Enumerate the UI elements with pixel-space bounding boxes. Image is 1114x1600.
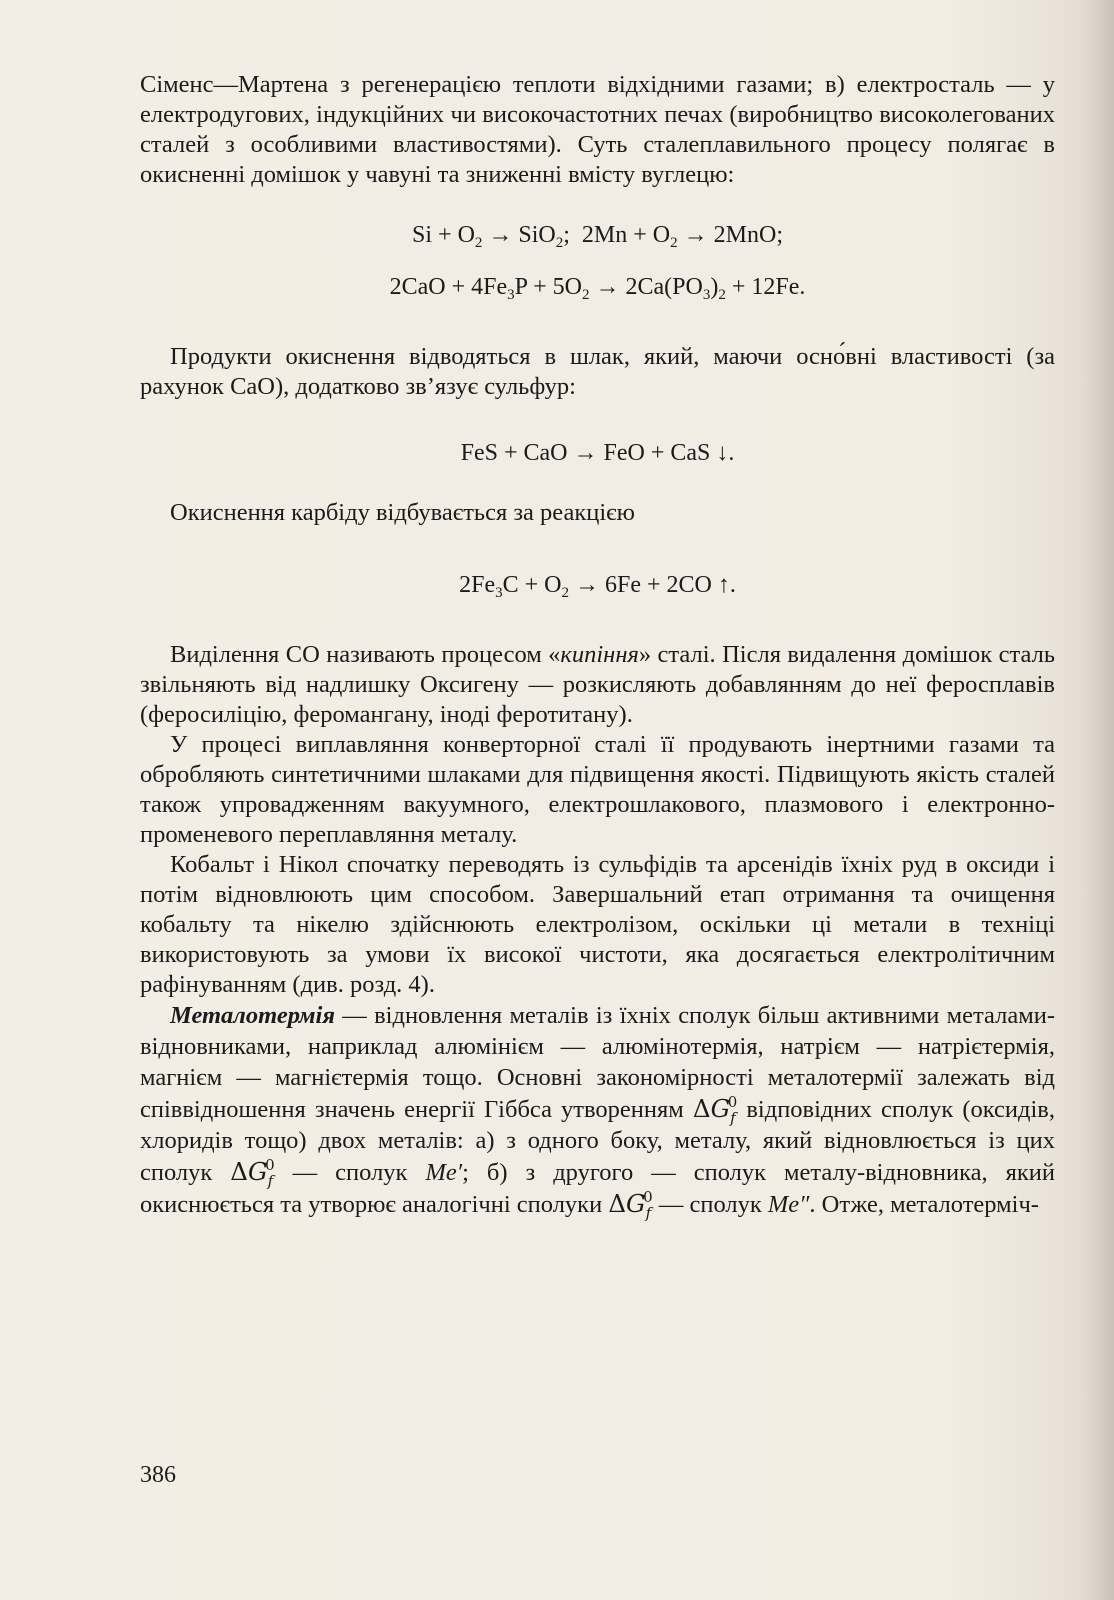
page-number: 386: [140, 1462, 176, 1488]
paragraph-1: Сіменс—Мартена з регенерацією теплоти відхідними газами; в) електросталь — у електродугових, індукційних чи високочастотних печах (виробництво високолегованих сталей з особливими властивостями). Суть сталеплавильного процесу полягає в окисненні домішок у чавуні та зниженні вмісту вуглецю:: [140, 71, 1055, 188]
page-text: [140, 70, 1055, 1220]
paragraph-5: У процесі виплавляння конверторної сталі її продувають інертними газами та обробляють синтетичними шлаками для підвищення якості. Підвищують якість сталей також упровадженням вакуумного, електрошлакового, плазмового і електронно-променевого переплавляння металу.: [140, 731, 1055, 848]
paragraph-3: Окиснення карбіду відбувається за реакцією: [170, 499, 635, 526]
page-edge-shadow: [1084, 0, 1114, 1600]
equation-3: FeS + CaO → FeO + CaS ↓.: [460, 440, 735, 466]
paragraph-6: Кобальт і Нікол спочатку переводять із сульфідів та арсенідів їхніх руд в оксиди і потім відновлюють цим способом. Завершальний етап отримання та очищення кобальту та нікелю здійснюють електролізом, оскільки ці метали в техніці використовують за умови їх високої чистоти, яка досягається електролітичним рафінуванням (див. розд. 4).: [140, 851, 1055, 998]
equation-1: $Si + O_2 \to SiO_2$; $2Mn + O_2 \to 2MnO$;: [412, 222, 783, 251]
equation-4: $2Fe_3C + O_2 \to 6Fe + 2CO$ ↑.: [459, 572, 736, 601]
paragraph-4: Виділення CO називають процесом «кипіння» сталі. Після видалення домішок сталь звільняють від надлишку Оксигену — розкисляють добавлянням до неї феросплавів (феросиліцію, феромангану, іноді феротитану).: [140, 641, 1055, 728]
paragraph-7: Металотермія — відновлення металів із їхніх сполук більш активними металами-відновниками, наприклад алюмінієм — алюмінотермія, натрієм — натрієтермія, магнієм — магнієтермія тощо. Основні закономірності металотермії залежать від співвідношення значень енергії Гіббса утворенням $\Delta G_f^0$ відповідних сполук (оксидів, хлоридів тощо) двох металів: а) з одного боку, металу, який відновлюється із цих сполук $\Delta G_f^0$ — сполук Me′; б) з другого — сполук металу-відновника, який окиснюється та утворює аналогічні сполуки $\Delta G_f^0$ — сполук Me″. Отже, металотерміч-: [140, 1002, 1056, 1222]
term-metallothermy: Металотермія: [170, 1002, 335, 1029]
gibbs-energy-symbol: $\Delta G_f^0$: [692, 1093, 738, 1127]
gibbs-energy-symbol: $\Delta G_f^0$: [608, 1188, 653, 1222]
equation-2: $2CaO + 4Fe_3P + 5O_2 \to 2Ca(PO_3)_2 + 12Fe$.: [389, 274, 806, 303]
paragraph-2: Продукти окиснення відводяться в шлак, який, маючи осно́вні властивості (за рахунок CaO), додатково зв’язує сульфур:: [140, 343, 1055, 400]
gibbs-energy-symbol: $\Delta G_f^0$: [230, 1156, 275, 1190]
